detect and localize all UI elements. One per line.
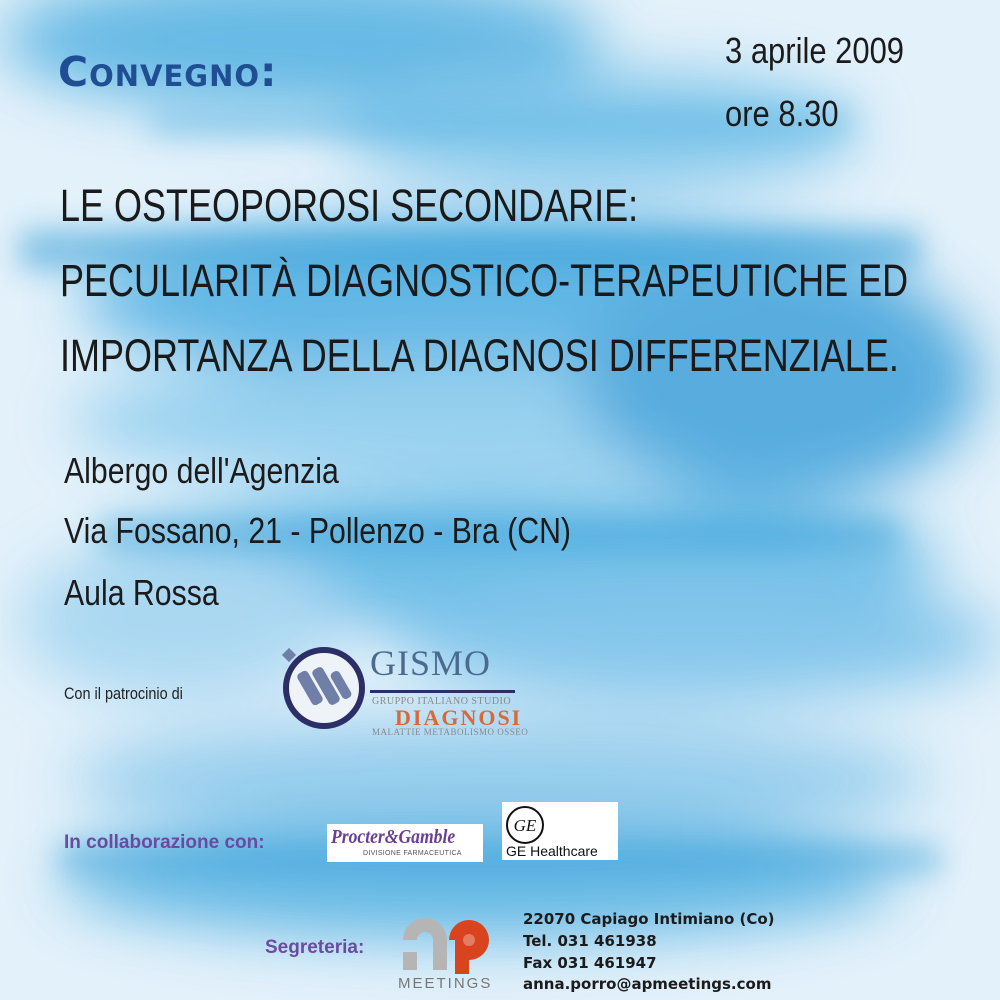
ap-meetings-logo-icon [397, 912, 493, 974]
gismo-logo-subtitle: GRUPPO ITALIANO STUDIO [372, 696, 512, 707]
gismo-logo-divider [370, 690, 515, 693]
event-time: ore 8.30 [725, 93, 839, 134]
venue-name: Albergo dell'Agenzia [64, 450, 339, 491]
ap-meetings-logo-text: MEETINGS [398, 975, 493, 992]
event-date: 3 aprile 2009 [725, 30, 905, 71]
svg-text:GE: GE [513, 816, 537, 835]
secretariat-label: Segreteria: [265, 937, 365, 958]
ge-healthcare-name: GE Healthcare [506, 843, 598, 859]
title-line-1: LE OSTEOPOROSI SECONDARIE: [60, 180, 639, 231]
venue-room: Aula Rossa [64, 572, 219, 613]
title-line-2: PECULIARITÀ DIAGNOSTICO-TERAPEUTICHE ED [60, 255, 909, 306]
secretariat-fax: Fax 031 461947 [523, 954, 657, 972]
gismo-logo-title: GISMO [370, 643, 492, 683]
secretariat-email[interactable]: anna.porro@apmeetings.com [523, 975, 772, 993]
gismo-logo-tagline: MALATTIE METABOLISMO OSSEO [372, 727, 529, 737]
gismo-logo-diagnosi: DIAGNOSI [395, 705, 523, 730]
procter-gamble-division: DIVISIONE FARMACEUTICA [363, 850, 462, 857]
ge-monogram-icon [505, 805, 545, 845]
patronage-label: Con il patrocinio di [64, 684, 183, 703]
title-line-3: IMPORTANZA DELLA DIAGNOSI DIFFERENZIALE. [60, 330, 899, 381]
secretariat-phone: Tel. 031 461938 [523, 932, 657, 950]
event-type-label: Convegno: [58, 48, 278, 96]
collaboration-label: In collaborazione con: [64, 832, 265, 853]
secretariat-address: 22070 Capiago Intimiano (Co) [523, 910, 775, 928]
venue-address: Via Fossano, 21 - Pollenzo - Bra (CN) [64, 510, 572, 551]
procter-gamble-name: Procter&Gamble [331, 826, 456, 848]
